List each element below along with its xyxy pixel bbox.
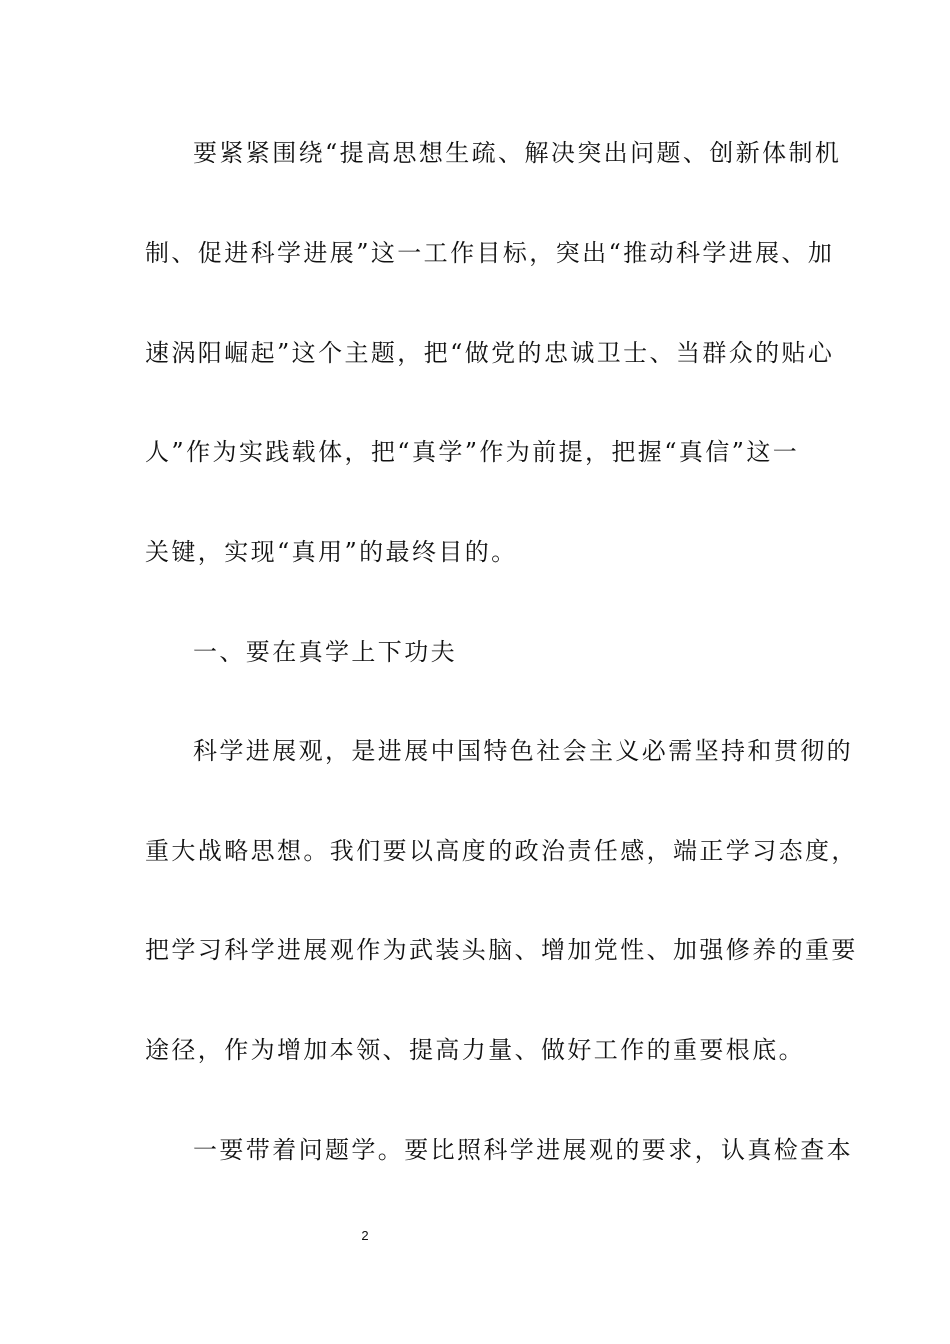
- paragraph-line: 速涡阳崛起”这个主题，把“做党的忠诚卫士、当群众的贴心: [145, 339, 835, 367]
- section-heading: 一、要在真学上下功夫: [193, 638, 457, 666]
- paragraph-line: 途径，作为增加本领、提高力量、做好工作的重要根底。: [145, 1036, 805, 1064]
- page-number: 2: [361, 1228, 369, 1243]
- paragraph-line: 制、促进科学进展”这一工作目标，突出“推动科学进展、加: [145, 239, 835, 267]
- paragraph-line: 科学进展观，是进展中国特色社会主义必需坚持和贯彻的: [193, 737, 853, 765]
- paragraph-line: 人”作为实践载体，把“真学”作为前提，把握“真信”这一: [145, 438, 800, 466]
- paragraph-line: 把学习科学进展观作为武装头脑、增加党性、加强修养的重要: [145, 936, 858, 964]
- paragraph-line: 一要带着问题学。要比照科学进展观的要求，认真检查本: [193, 1136, 853, 1164]
- paragraph-line: 要紧紧围绕“提高思想生疏、解决突出问题、创新体制机: [193, 139, 842, 167]
- paragraph-line: 重大战略思想。我们要以高度的政治责任感，端正学习态度，: [145, 837, 858, 865]
- paragraph-line: 关键，实现“真用”的最终目的。: [145, 538, 518, 566]
